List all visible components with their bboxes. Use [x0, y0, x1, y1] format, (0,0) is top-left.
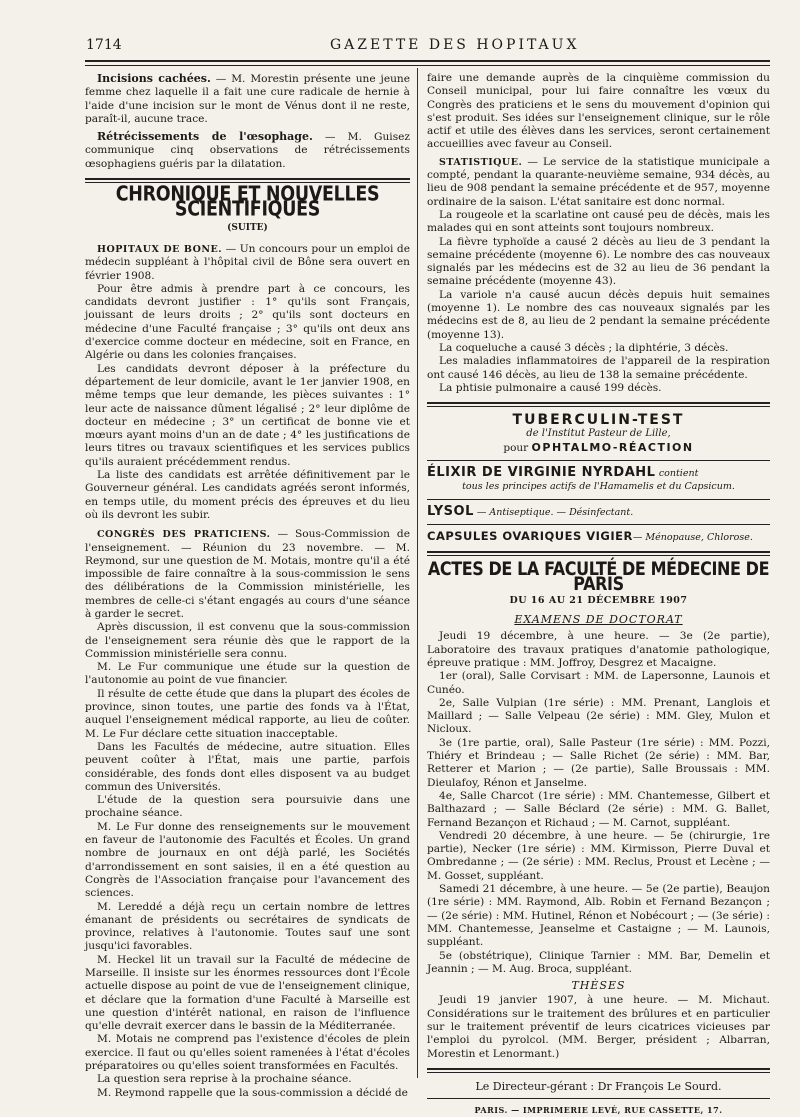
paragraph-congres-8: M. Lereddé a déjà reçu un certain nombre de lettres émanant de présidents ou secrétaires de syndicats de province, relatives à l'autonomie. Toutes sauf une sont jusqu'ici favorables.	[85, 900, 410, 953]
heading-statistique: STATISTIQUE.	[439, 156, 523, 168]
exam-entry: 1er (oral), Salle Corvisart : MM. de Lapersonne, Launois et Cunéo.	[427, 670, 770, 696]
exam-entry: 4e, Salle Charcot (1re série) : MM. Chantemesse, Gilbert et Balthazard ; — Salle Béclard (2e série) : MM. G. Ballet, Fernand Bezançon et Richaud ; — M. Carnot, suppléant.	[427, 789, 770, 829]
paragraph-congres-12: M. Reymond rappelle que la sous-commission a décidé de	[97, 1086, 408, 1099]
ad-tuberculin-sub: de l'Institut Pasteur de Lille,	[526, 428, 671, 440]
ad-rule-top	[427, 402, 770, 407]
these-entry: Jeudi 19 janvier 1907, à une heure. — M. Michaut. Considérations sur le traitement des brûlures et en particulier sur le traitement préventif de leurs cicatrices vicieuses par l'emploi du pyrolcol. (MM. Berger, président ; Albarran, Morestin et Lenormant.)	[427, 994, 770, 1060]
ad-ophtalmo: OPHTALMO-RÉACTION	[531, 440, 694, 454]
paragraph-congres	[85, 528, 410, 621]
ad-capsules-text: — Ménopause, Chlorose.	[632, 531, 753, 543]
ad-rule-3	[427, 524, 770, 525]
paragraph-congres-3: M. Le Fur communique une étude sur la question de l'autonomie au point de vue financier.	[85, 661, 410, 687]
header-rule	[85, 60, 770, 66]
ad-lysol-title: LYSOL	[427, 503, 474, 519]
paragraph-stat-7: La phtisie pulmonaire a causé 199 décès.	[439, 381, 662, 394]
ad-rule-1	[427, 460, 770, 461]
paragraph-congres-11: La question sera reprise à la prochaine séance.	[97, 1073, 352, 1086]
paragraph-continuation: faire une demande auprès de la cinquième commission du Conseil municipal, pour lui faire connaître les vœux du Congrès des praticiens et le sens du mouvement d'opinion qui s'est produit. Ses idées sur l'enseignement clinique, sur le rôle actif et utile des élèves dans les services, seront certainement accueillies avec faveur au Conseil.	[427, 72, 770, 151]
actes-dates: DU 16 AU 21 DÉCEMBRE 1907	[509, 594, 688, 606]
paragraph-congres-7: M. Le Fur donne des renseignements sur le mouvement en faveur de l'autonomie des Facultés et Écoles. Un grand nombre de journaux en ont déjà parlé, les Sociétés d'arrondissement en sont saisies, il en a été question au Congrès de l'Association française pour l'avancement des sciences.	[85, 820, 410, 900]
ad-tuberculin-pour: pour	[503, 441, 532, 454]
ad-elixir-sub: tous les principes actifs de l'Hamamelis et du Capsicum.	[462, 481, 735, 493]
paragraph-stat-6: Les maladies inflammatoires de l'appareil de la respiration ont causé 146 décès, au lieu de 138 la semaine précédente.	[427, 355, 770, 381]
text-bone: — Un concours pour un emploi de médecin suppléant à l'hôpital civil de Bône sera ouvert en février 1908.	[85, 242, 410, 282]
ad-capsules	[427, 530, 770, 544]
ad-lysol	[427, 505, 770, 519]
section-suite: (SUITE)	[227, 222, 268, 233]
paragraph-bone-3: Les candidats devront déposer à la préfecture du département de leur domicile, avant le 1er janvier 1908, en même temps que leur demande, les pièces suivantes : 1° leur acte de naissance dûment légalisé ; 2° leur diplôme de docteur en médecine ; 3° un certificat de bonne vie et mœurs ayant moins d'un an de date ; 4° les justifications de leurs titres ou travaux scientifiques et les services publics qu'ils auraient précédemment rendus.	[85, 362, 410, 468]
column-divider	[417, 68, 418, 1078]
exam-entry: 2e, Salle Vulpian (1re série) : MM. Prenant, Langlois et Maillard ; — Salle Velpeau (2e série) : MM. Gley, Mulon et Nicloux.	[427, 696, 770, 736]
section-rule-actes	[427, 551, 770, 556]
paragraph-bone	[85, 243, 410, 283]
ad-rule-2	[427, 499, 770, 500]
heading-examens: EXAMENS DE DOCTORAT	[514, 613, 683, 627]
section-title-actes: ACTES DE LA FACULTÉ DE MÉDECINE DE PARIS	[427, 557, 770, 595]
heading-bone: HOPITAUX DE BONE.	[97, 243, 223, 255]
paragraph-bone-2: Pour être admis à prendre part à ce concours, les candidats devront justifier : 1° qu'ils sont Français, jouissant de leurs droits ; 2° qu'ils sont docteurs en médecine d'une Faculté française ; 3° qu'ils ont deux ans d'exercice comme docteur en médecine, soit en France, en Algérie ou dans les colonies françaises.	[85, 282, 410, 362]
exam-entry: Samedi 21 décembre, à une heure. — 5e (2e partie), Beaujon (1re série) : MM. Raymond, Alb. Robin et Fernand Bezançon ; — (2e série) : MM. Hutinel, Rénon et Nobécourt ; — (3e série) : MM. Chantemesse, Jeanselme et Castaigne ; — M. Launois, suppléant.	[427, 883, 770, 949]
text-congres: — Sous-Commission de l'enseignement. — Réunion du 23 novembre. — M. Reymond, sur une question de M. Motais, montre qu'il a été impossible de faire connaître à la sous-commission le sens des délibérations de la Commission ministérielle, les membres de celle-ci s'étant engagés au cours d'une séance à garder le secret.	[85, 528, 410, 620]
ad-elixir	[427, 466, 770, 480]
paragraph-stat-5: La coqueluche a causé 3 décès ; la diphtérie, 3 décès.	[439, 341, 729, 354]
paragraph-incisions	[85, 72, 410, 126]
text-incisions: — M. Morestin présente une jeune femme chez laquelle il a fait une cure radicale de hernie à l'aide d'une incision sur le mont de Vénus dont il ne reste, paraît-il, aucune trace.	[85, 73, 411, 125]
right-column	[427, 72, 770, 1117]
heading-theses: THÈSES	[571, 979, 626, 993]
left-column	[85, 72, 410, 1100]
ad-elixir-title: ÉLIXIR DE VIRGINIE NYRDAHL	[427, 465, 656, 481]
paragraph-stat-3: La fièvre typhoïde a causé 2 décès au lieu de 3 pendant la semaine précédente (moyenne 6). Le nombre des cas nouveaux signalés par les médecins est de 32 au lieu de 36 pendant la semaine précédente (moyenne 43).	[427, 235, 770, 288]
paragraph-bone-4: La liste des candidats est arrêtée définitivement par le Gouverneur général. Les candidats agréés seront informés, en temps utile, du moment précis des épreuves et du lieu où ils devront les subir.	[85, 469, 410, 521]
paragraph-congres-2: Après discussion, il est convenu que la sous-commission de l'enseignement sera réunie dès que le rapport de la Commission ministérielle sera connu.	[85, 621, 410, 660]
section-rule	[85, 178, 410, 183]
footer-rule	[427, 1068, 770, 1073]
heading-oesophage: Rétrécissements de l'œsophage.	[97, 130, 313, 144]
imprimerie: PARIS. — IMPRIMERIE LEVÉ, RUE CASSETTE, 17.	[474, 1105, 723, 1116]
directeur-gerant: Le Directeur-gérant : Dr François Le Sourd.	[475, 1079, 722, 1093]
heading-congres: CONGRÈS DES PRATICIENS.	[97, 529, 271, 541]
exam-entry: 5e (obstétrique), Clinique Tarnier : MM. Bar, Demelin et Jeannin ; — M. Aug. Broca, suppléant.	[427, 949, 770, 975]
exam-entry: Jeudi 19 décembre, à une heure. — 3e (2e partie), Laboratoire des travaux pratiques d'anatomie pathologique, épreuve pratique : MM. Joffroy, Desgrez et Macaigne.	[427, 630, 770, 669]
paragraph-oesophage	[85, 130, 410, 171]
paragraph-statistique	[427, 156, 770, 209]
exam-entry: Vendredi 20 décembre, à une heure. — 5e (chirurgie, 1re partie), Necker (1re série) : MM. Kirmisson, Pierre Duval et Ombredanne ; — (2e série) : MM. Reclus, Proust et Lecène ; — M. Gosset, suppléant.	[427, 829, 770, 882]
section-title-chronique: CHRONIQUE ET NOUVELLES SCIENTIFIQUES	[115, 183, 380, 222]
paragraph-congres-4: Il résulte de cette étude que dans la plupart des écoles de province, sinon toutes, une partie des fonds va à l'État, auquel l'enseignement médical rapporte, au lieu de coûter. M. Le Fur déclare cette situation inacceptable.	[85, 687, 410, 740]
footer-rule-2	[427, 1098, 770, 1099]
paragraph-stat-2: La rougeole et la scarlatine ont causé peu de décès, mais les malades qui en sont atteints sont toujours nombreux.	[427, 208, 770, 235]
heading-incisions: Incisions cachées.	[97, 72, 211, 85]
masthead-title: GAZETTE DES HOPITAUX	[330, 37, 580, 53]
text-oesophage: — M. Guisez communique cinq observations de rétrécissements œsophagiens guéris par la dilatation.	[85, 131, 410, 170]
paragraph-congres-9: M. Heckel lit un travail sur la Faculté de médecine de Marseille. Il insiste sur les énormes ressources dont l'École actuelle dispose au point de vue de l'enseignement clinique, et déclare que la formation d'une Faculté à Marseille est une question d'intérêt national, en raison de l'influence qu'elle devrait exercer dans le bassin de la Méditerranée.	[85, 953, 410, 1033]
page-number: 1714	[86, 37, 122, 53]
text-statistique: — Le service de la statistique municipale a compté, pendant la quarante-neuvième semaine, 934 décès, au lieu de 908 pendant la semaine précédente et de 957, moyenne ordinaire de la saison. L'état sanitaire est donc normal.	[427, 155, 770, 208]
ad-tuberculin-title: TUBERCULIN-TEST	[512, 412, 685, 429]
ad-tuberculin-line	[427, 441, 770, 455]
ad-lysol-text: — Antiseptique. — Désinfectant.	[473, 506, 634, 518]
paragraph-congres-5: Dans les Facultés de médecine, autre situation. Elles peuvent coûter à l'État, mais une partie, parfois considérable, des fonds dont elles disposent va au budget commun des Universités.	[85, 740, 410, 793]
ad-elixir-contient: contient	[658, 468, 699, 480]
paragraph-congres-6: L'étude de la question sera poursuivie dans une prochaine séance.	[85, 794, 410, 820]
paragraph-stat-4: La variole n'a causé aucun décès depuis huit semaines (moyenne 1). Le nombre des cas nouveaux signalés par les médecins est de 8, au lieu de 2 pendant la semaine précédente (moyenne 13).	[427, 288, 770, 341]
exam-entry: 3e (1re partie, oral), Salle Pasteur (1re série) : MM. Pozzi, Thiéry et Brindeau ; — Salle Richet (2e série) : MM. Bar, Retterer et Marion ; — (2e partie), Salle Broussais : MM. Dieulafoy, Rénon et Janselme.	[427, 736, 770, 789]
ad-capsules-title: CAPSULES OVARIQUES VIGIER	[427, 528, 633, 543]
paragraph-congres-10: M. Motais ne comprend pas l'existence d'écoles de plein exercice. Il faut ou qu'elles soient ramenées à l'état d'écoles préparatoires ou qu'elles soient transformées en Facultés.	[85, 1033, 410, 1073]
